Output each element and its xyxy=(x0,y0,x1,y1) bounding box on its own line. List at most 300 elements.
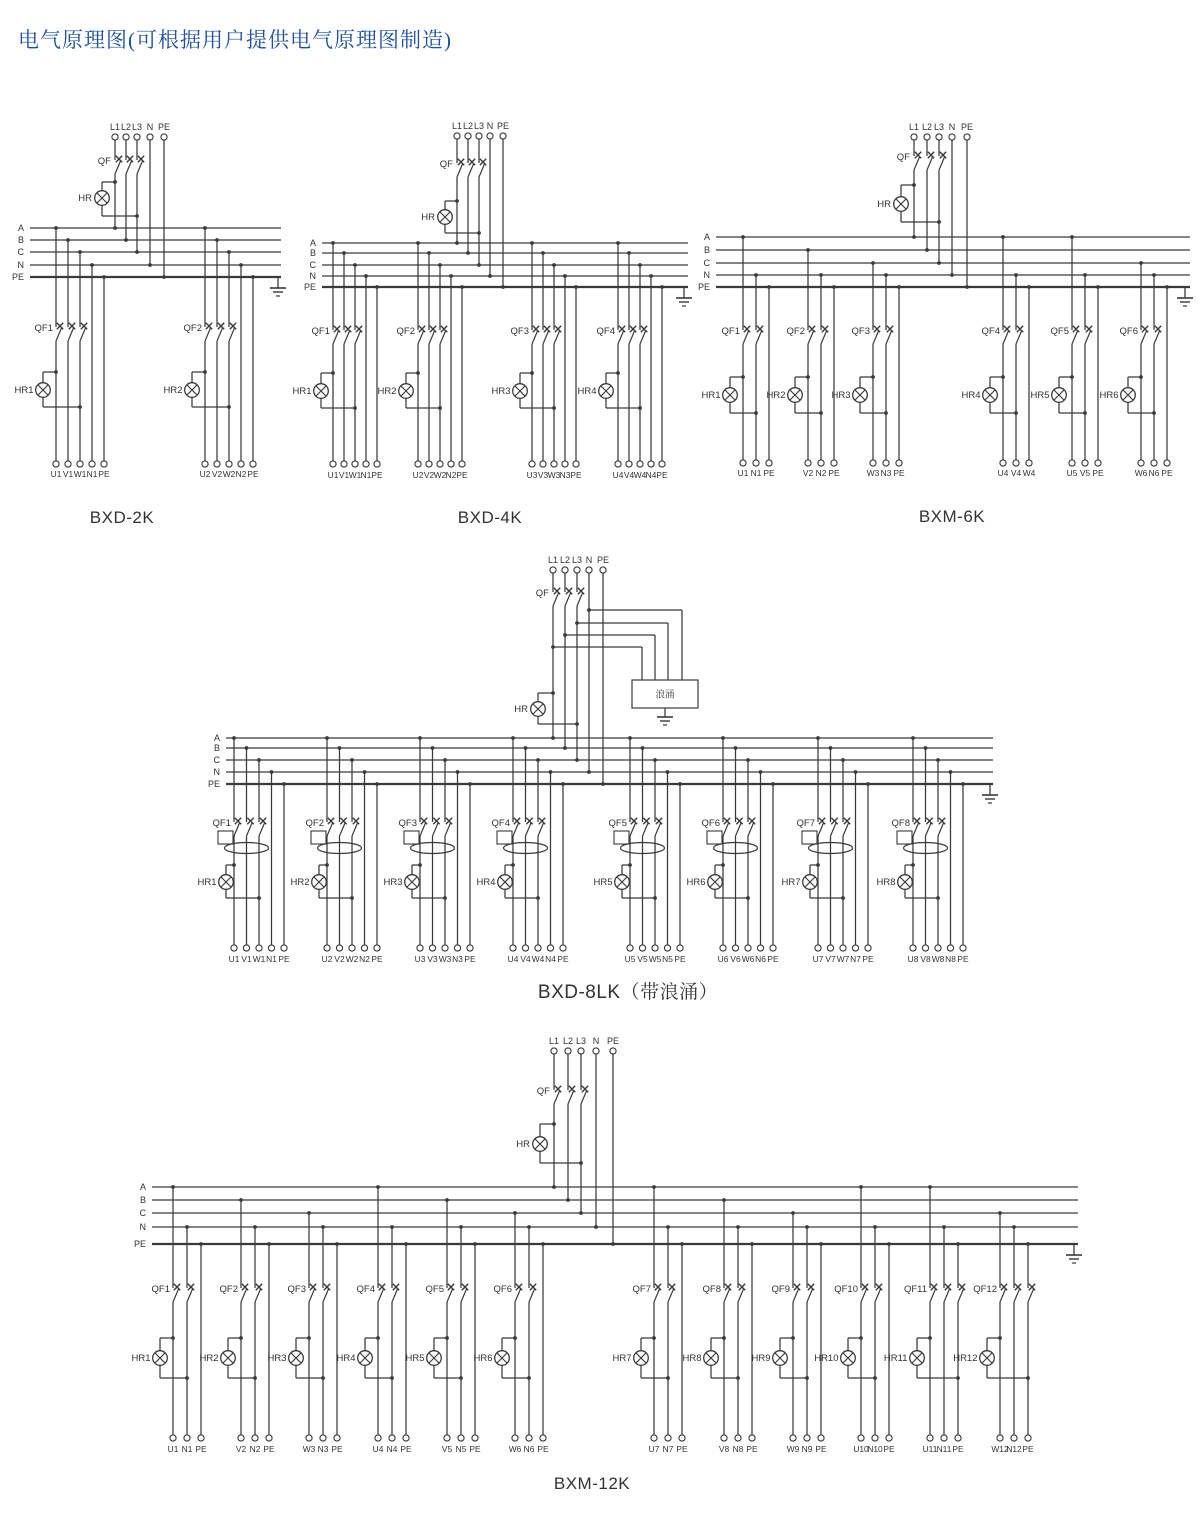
branch-breaker-label: QF3 xyxy=(851,326,870,337)
wire xyxy=(479,164,485,177)
branch-lamp-label: HR4 xyxy=(577,386,597,397)
branch-terminal-label: PE xyxy=(656,470,668,480)
branch-qf12 xyxy=(953,1211,1035,1454)
terminal-icon xyxy=(936,134,942,140)
branch-terminal-label: U5 xyxy=(1066,468,1078,478)
branch-breaker-label: QF3 xyxy=(398,818,417,829)
incoming-terminal-label: L3 xyxy=(575,1036,587,1046)
branch-terminal-label: N5 xyxy=(455,1444,467,1454)
terminal-icon xyxy=(560,945,566,951)
branch-qf5 xyxy=(405,1198,481,1454)
junction-dot-icon xyxy=(746,896,750,900)
bus-label: C xyxy=(17,247,24,257)
branch-breaker-label: QF2 xyxy=(219,1284,238,1295)
branch-terminal-label: PE xyxy=(1161,468,1173,478)
branch-breaker-label: QF4 xyxy=(356,1284,375,1295)
branch-terminal-label: PE xyxy=(767,954,779,964)
indicator-lamp-icon xyxy=(221,1351,236,1366)
branch-terminal-label: W3 xyxy=(866,468,880,478)
branch-terminal-label: N4 xyxy=(645,470,657,480)
wire xyxy=(418,331,424,344)
wire xyxy=(913,823,919,836)
branch-qf6 xyxy=(686,736,779,964)
indicator-lamp-icon xyxy=(599,384,614,399)
bus-label: A xyxy=(309,238,316,248)
branch-terminal-label: W9 xyxy=(786,1444,800,1454)
wire xyxy=(309,1289,315,1302)
wire xyxy=(554,331,560,344)
branch-lamp-label: HR1 xyxy=(701,390,721,401)
bus-label: PE xyxy=(207,779,220,789)
branch-terminal-label: W1 xyxy=(348,470,362,480)
branch-lamp-label: HR8 xyxy=(876,877,896,888)
bus-label: B xyxy=(17,235,24,245)
terminal-icon xyxy=(805,460,811,466)
junction-dot-icon xyxy=(552,406,556,410)
junction-dot-icon xyxy=(575,722,579,726)
branch-terminal-label: U5 xyxy=(624,954,636,964)
indicator-lamp-icon xyxy=(358,1351,373,1366)
bus-label: B xyxy=(309,248,316,258)
trip-unit-box xyxy=(802,831,817,844)
wire xyxy=(513,823,519,836)
branch-qf1 xyxy=(701,235,775,478)
indicator-lamp-icon xyxy=(983,388,998,403)
bus-label: A xyxy=(139,1182,146,1192)
branch-terminal-label: PE xyxy=(537,1444,549,1454)
terminal-icon xyxy=(170,1435,176,1441)
indicator-lamp-icon xyxy=(533,1137,548,1152)
wire xyxy=(327,823,333,836)
terminal-icon xyxy=(578,1048,584,1054)
junction-dot-icon xyxy=(965,285,969,289)
terminal-icon xyxy=(77,461,83,467)
wire xyxy=(445,823,451,836)
wire xyxy=(234,823,240,836)
indicator-lamp-icon xyxy=(1052,388,1067,403)
junction-dot-icon xyxy=(466,251,470,255)
branch-terminal-label: N3 xyxy=(880,468,892,478)
wire xyxy=(640,331,646,344)
diagram-bxm-12k xyxy=(131,1036,1082,1493)
incoming-terminal-label: N xyxy=(146,122,154,132)
indicator-lamp-icon xyxy=(513,384,528,399)
trip-unit-box xyxy=(897,831,912,844)
branch-terminal-label: W4 xyxy=(531,954,545,964)
branch-lamp-label: HR9 xyxy=(751,1353,771,1364)
wire xyxy=(668,1289,674,1302)
incoming-terminal-label: L1 xyxy=(908,122,920,132)
terminal-icon xyxy=(458,1435,464,1441)
junction-dot-icon xyxy=(1014,411,1018,415)
wire xyxy=(793,1289,799,1302)
branch-terminal-label: V1 xyxy=(338,470,350,480)
wire xyxy=(630,823,636,836)
incoming-breaker-label: QF xyxy=(896,152,910,163)
terminal-icon xyxy=(883,460,889,466)
junction-dot-icon xyxy=(253,1376,257,1380)
terminal-icon xyxy=(1151,460,1157,466)
terminal-icon xyxy=(437,461,443,467)
terminal-icon xyxy=(865,945,871,951)
terminal-icon xyxy=(720,945,726,951)
indicator-lamp-icon xyxy=(634,1351,649,1366)
terminal-icon xyxy=(924,134,930,140)
terminal-icon xyxy=(65,461,71,467)
wire xyxy=(938,823,944,836)
terminal-icon xyxy=(574,567,580,573)
branch-terminal-label: PE xyxy=(674,954,686,964)
terminal-icon xyxy=(922,945,928,951)
wire xyxy=(468,164,474,177)
trip-unit-box xyxy=(707,831,722,844)
wire xyxy=(526,823,532,836)
earth-ground-icon xyxy=(1177,298,1193,306)
branch-breaker-label: QF5 xyxy=(425,1284,444,1295)
terminal-icon xyxy=(89,461,95,467)
earth-ground-icon xyxy=(657,717,673,725)
incoming-terminal-label: L1 xyxy=(548,1036,560,1046)
terminal-icon xyxy=(147,134,153,140)
branch-terminal-label: N12 xyxy=(1006,1444,1022,1454)
branch-lamp-label: HR8 xyxy=(682,1353,702,1364)
branch-terminal-label: V4 xyxy=(623,470,635,480)
wire xyxy=(68,328,74,341)
terminal-icon xyxy=(252,1435,258,1441)
terminal-icon xyxy=(593,1048,599,1054)
terminal-icon xyxy=(500,133,506,139)
terminal-icon xyxy=(955,1435,961,1441)
indicator-lamp-icon xyxy=(723,388,738,403)
terminal-icon xyxy=(1095,460,1101,466)
branch-terminal-label: U1 xyxy=(167,1444,179,1454)
terminal-icon xyxy=(648,461,654,467)
wire xyxy=(447,1289,453,1302)
wire xyxy=(808,331,814,344)
indicator-lamp-icon xyxy=(399,384,414,399)
diagram-bxm-6k xyxy=(698,122,1193,526)
branch-terminal-label: PE xyxy=(247,469,259,479)
branch-breaker-label: QF1 xyxy=(151,1284,170,1295)
wire xyxy=(420,823,426,836)
diagram-caption: BXM-12K xyxy=(553,1474,631,1493)
terminal-icon xyxy=(1013,460,1019,466)
branch-lamp-label: HR5 xyxy=(593,877,613,888)
incoming-terminal-label: PE xyxy=(596,555,610,565)
branch-terminal-label: N8 xyxy=(732,1444,744,1454)
branch-breaker-label: QF11 xyxy=(903,1284,927,1295)
indicator-lamp-icon xyxy=(185,383,200,398)
branch-breaker-label: QF1 xyxy=(721,326,740,337)
branch-terminal-label: U10 xyxy=(853,1444,869,1454)
terminal-icon xyxy=(238,1435,244,1441)
terminal-icon xyxy=(1138,460,1144,466)
incoming-terminal-label: N xyxy=(486,121,494,131)
indicator-lamp-icon xyxy=(773,1351,788,1366)
branch-breaker-label: QF2 xyxy=(396,326,415,337)
branch-terminal-label: N1 xyxy=(181,1444,193,1454)
terminal-icon xyxy=(910,945,916,951)
branch-terminal-label: N3 xyxy=(452,954,463,964)
branch-qf9 xyxy=(751,1211,827,1454)
terminal-icon xyxy=(757,945,763,951)
terminal-icon xyxy=(721,1435,727,1441)
branch-lamp-label: HR2 xyxy=(290,877,310,888)
earth-ground-icon xyxy=(1066,1255,1082,1263)
terminal-icon xyxy=(467,945,473,951)
wire xyxy=(873,331,879,344)
terminal-icon xyxy=(529,461,535,467)
branch-terminal-label: PE xyxy=(763,468,775,478)
junction-dot-icon xyxy=(912,235,916,239)
branch-terminal-label: V8 xyxy=(920,954,931,964)
terminal-icon xyxy=(677,945,683,951)
branch-terminal-label: N5 xyxy=(662,954,673,964)
branch-terminal-label: U1 xyxy=(228,954,240,964)
terminal-icon xyxy=(374,945,380,951)
terminal-icon xyxy=(804,1435,810,1441)
indicator-lamp-icon xyxy=(615,875,630,890)
wire xyxy=(461,1289,467,1302)
terminal-icon xyxy=(740,460,746,466)
terminal-icon xyxy=(476,133,482,139)
wire xyxy=(886,331,892,344)
branch-terminal-label: U1 xyxy=(50,469,62,479)
branch-terminal-label: PE xyxy=(557,954,569,964)
branch-terminal-label: N1 xyxy=(86,469,98,479)
junction-dot-icon xyxy=(956,1376,960,1380)
branch-qf6 xyxy=(1099,261,1173,478)
terminal-icon xyxy=(415,461,421,467)
wire xyxy=(80,328,86,341)
terminal-icon xyxy=(664,945,670,951)
branch-terminal-label: U8 xyxy=(907,954,919,964)
incoming-terminal-label: L3 xyxy=(933,122,945,132)
earth-ground-icon xyxy=(676,298,692,306)
terminal-icon xyxy=(562,567,568,573)
branch-breaker-label: QF3 xyxy=(510,326,529,337)
branch-terminal-label: PE xyxy=(263,1444,275,1454)
branch-terminal-label: V2 xyxy=(211,469,223,479)
terminal-icon xyxy=(465,133,471,139)
junction-dot-icon xyxy=(390,1376,394,1380)
wire xyxy=(629,331,635,344)
terminal-icon xyxy=(454,133,460,139)
terminal-icon xyxy=(872,1435,878,1441)
branch-lamp-label: HR1 xyxy=(197,877,217,888)
bus-label: N xyxy=(309,271,316,281)
branch-qf3 xyxy=(831,261,905,478)
terminal-icon xyxy=(426,461,432,467)
branch-breaker-label: QF5 xyxy=(608,818,627,829)
incoming-terminal-label: L3 xyxy=(473,121,485,131)
branch-terminal-label: W1 xyxy=(252,954,266,964)
terminal-icon xyxy=(184,1435,190,1441)
indicator-lamp-icon xyxy=(841,1351,856,1366)
branch-qf6 xyxy=(473,1211,549,1454)
terminal-icon xyxy=(101,461,107,467)
page-title: 电气原理图(可根据用户提供电气原理图制造) xyxy=(18,28,452,52)
incoming-terminal-label: PE xyxy=(496,121,510,131)
wire xyxy=(568,1091,574,1104)
branch-lamp-label: HR2 xyxy=(766,390,786,401)
branch-terminal-label: V2 xyxy=(334,954,345,964)
branch-terminal-label: N2 xyxy=(249,1444,261,1454)
branch-breaker-label: QF12 xyxy=(973,1284,997,1295)
branch-terminal-label: PE xyxy=(746,1444,758,1454)
wire xyxy=(736,823,742,836)
branch-breaker-label: QF2 xyxy=(786,326,805,337)
branch-terminal-label: V3 xyxy=(427,954,438,964)
terminal-icon xyxy=(562,461,568,467)
terminal-icon xyxy=(324,945,330,951)
wire xyxy=(654,1289,660,1302)
branch-lamp-label: HR3 xyxy=(383,877,403,888)
terminal-icon xyxy=(551,461,557,467)
indicator-lamp-icon xyxy=(438,210,453,225)
diagram-caption: BXD-2K xyxy=(89,508,155,527)
terminal-icon xyxy=(547,945,553,951)
wire xyxy=(333,331,339,344)
branch-terminal-label: PE xyxy=(371,470,383,480)
incoming-breaker-label: QF xyxy=(439,159,453,170)
branch-terminal-label: V5 xyxy=(637,954,648,964)
branch-terminal-label: PE xyxy=(400,1444,412,1454)
junction-dot-icon xyxy=(551,736,555,740)
junction-dot-icon xyxy=(653,896,657,900)
terminal-icon xyxy=(551,1048,557,1054)
branch-terminal-label: N11 xyxy=(936,1444,952,1454)
wire xyxy=(1072,331,1078,344)
indicator-lamp-icon xyxy=(980,1351,995,1366)
branch-breaker-label: QF2 xyxy=(183,323,202,334)
terminal-icon xyxy=(732,945,738,951)
junction-dot-icon xyxy=(579,1211,583,1215)
branch-terminal-label: V7 xyxy=(825,954,836,964)
wire xyxy=(1028,1289,1034,1302)
wire xyxy=(914,157,920,170)
branch-breaker-label: QF1 xyxy=(212,818,231,829)
terminal-icon xyxy=(510,945,516,951)
branch-qf5 xyxy=(1030,235,1104,478)
branch-qf4 xyxy=(577,241,668,480)
junction-dot-icon xyxy=(841,896,845,900)
indicator-lamp-icon xyxy=(495,1351,510,1366)
branch-terminal-label: U7 xyxy=(812,954,824,964)
branch-terminal-label: PE xyxy=(676,1444,688,1454)
branch-terminal-label: V1 xyxy=(241,954,252,964)
junction-dot-icon xyxy=(148,263,152,267)
branch-qf2 xyxy=(290,736,383,964)
branch-qf8 xyxy=(876,736,969,964)
terminal-icon xyxy=(626,461,632,467)
terminal-icon xyxy=(459,461,465,467)
bus-label: PE xyxy=(303,282,316,292)
wire xyxy=(756,331,762,344)
trip-unit-box xyxy=(404,831,419,844)
incoming-lamp-label: HR xyxy=(877,199,891,210)
incoming-lamp-label: HR xyxy=(516,1139,530,1150)
trip-unit-box xyxy=(614,831,629,844)
wire xyxy=(241,1289,247,1302)
branch-terminal-label: W6 xyxy=(508,1444,522,1454)
wire xyxy=(433,823,439,836)
branch-qf2 xyxy=(199,1198,275,1454)
branch-terminal-label: N6 xyxy=(1148,468,1160,478)
branch-terminal-label: W3 xyxy=(547,470,561,480)
junction-dot-icon xyxy=(135,214,139,218)
indicator-lamp-icon xyxy=(312,875,327,890)
incoming-terminal-label: L2 xyxy=(562,1036,574,1046)
branch-terminal-label: PE xyxy=(195,1444,207,1454)
branch-terminal-label: U3 xyxy=(526,470,538,480)
terminal-icon xyxy=(550,567,556,573)
terminal-icon xyxy=(1026,460,1032,466)
branch-terminal-label: N2 xyxy=(235,469,247,479)
incoming-terminal-label: N xyxy=(592,1036,600,1046)
incoming-lamp-label: HR xyxy=(78,193,92,204)
wire xyxy=(581,1091,587,1104)
terminal-icon xyxy=(827,945,833,951)
branch-terminal-label: W5 xyxy=(648,954,662,964)
wire xyxy=(440,331,446,344)
branch-terminal-label: PE xyxy=(952,1444,964,1454)
wire xyxy=(529,1289,535,1302)
branch-terminal-label: N1 xyxy=(360,470,372,480)
indicator-lamp-icon xyxy=(803,875,818,890)
junction-dot-icon xyxy=(754,411,758,415)
terminal-icon xyxy=(442,945,448,951)
indicator-lamp-icon xyxy=(704,1351,719,1366)
wire xyxy=(554,1091,560,1104)
wire xyxy=(821,331,827,344)
junction-dot-icon xyxy=(527,1376,531,1380)
branch-terminal-label: U4 xyxy=(997,468,1009,478)
trip-unit-box xyxy=(497,831,512,844)
terminal-icon xyxy=(336,945,342,951)
indicator-lamp-icon xyxy=(1121,388,1136,403)
branch-terminal-label: U6 xyxy=(717,954,729,964)
terminal-icon xyxy=(214,461,220,467)
terminal-icon xyxy=(363,461,369,467)
terminal-icon xyxy=(512,1435,518,1441)
branch-lamp-label: HR7 xyxy=(612,1353,632,1364)
incoming-terminal-label: L1 xyxy=(109,122,121,132)
junction-dot-icon xyxy=(488,274,492,278)
bus-label: C xyxy=(309,260,316,270)
incoming-terminal-label: L2 xyxy=(462,121,474,131)
branch-breaker-label: QF6 xyxy=(493,1284,512,1295)
branch-qf4 xyxy=(476,736,569,964)
branch-qf8 xyxy=(682,1198,758,1454)
terminal-icon xyxy=(352,461,358,467)
wire xyxy=(926,823,932,836)
branch-terminal-label: W7 xyxy=(836,954,850,964)
terminal-icon xyxy=(281,945,287,951)
terminal-icon xyxy=(600,567,606,573)
branch-terminal-label: PE xyxy=(862,954,874,964)
branch-terminal-label: U7 xyxy=(648,1444,660,1454)
bus-label: C xyxy=(703,258,710,268)
branch-terminal-label: W6 xyxy=(741,954,755,964)
wire xyxy=(723,823,729,836)
branch-terminal-label: PE xyxy=(456,470,468,480)
branch-terminal-label: PE xyxy=(1022,1444,1034,1454)
branch-qf2 xyxy=(766,248,840,478)
branch-lamp-label: HR5 xyxy=(1030,390,1050,401)
branch-terminal-label: U2 xyxy=(199,469,211,479)
branch-breaker-label: QF1 xyxy=(311,326,330,337)
